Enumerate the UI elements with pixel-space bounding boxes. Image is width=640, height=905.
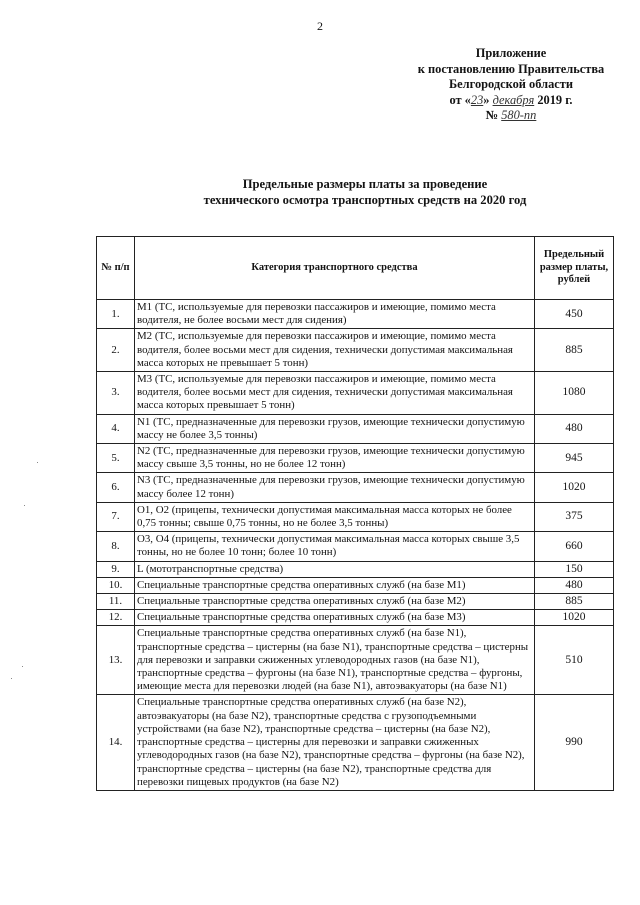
row-price: 1020 [535, 473, 614, 502]
row-number: 2. [97, 329, 135, 372]
row-number: 8. [97, 532, 135, 561]
row-price: 1080 [535, 372, 614, 415]
table-row [97, 577, 614, 593]
row-price: 1020 [535, 610, 614, 626]
table-row [97, 414, 614, 443]
table-row [97, 444, 614, 473]
row-price: 660 [535, 532, 614, 561]
row-price: 150 [535, 561, 614, 577]
row-price: 480 [535, 577, 614, 593]
appendix-line1: Приложение [475, 46, 547, 60]
date-day: 23 [470, 92, 484, 107]
row-number: 9. [97, 561, 135, 577]
row-number: 1. [97, 300, 135, 329]
number-value: 580-пп [501, 108, 537, 123]
row-category: М3 (ТС, используемые для перевозки пассажиров и имеющие, помимо места водителя, более восьми мест для сидения, технически допустимая максимальная масса которых превышает 5 тонн) [135, 372, 535, 415]
header-category: Категория транспортного средства [135, 237, 535, 300]
table-row [97, 594, 614, 610]
row-category: Специальные транспортные средства оперативных служб (на базе N2), автоэвакуаторы (на базе N2), транспортные средства с грузоподъемными устройствами (на базе N2), транспортные средства – цистерны (на базе N2), транспортные средства – цистерны для перевозки и заправки сжиженных углеводородных газов (на базе N2), транспортные средства – фургоны (на базе N2), транспортные средства – цистерны (на базе N2), транспортные средства для перевозки пищевых продуктов (на базе N2) [135, 695, 535, 790]
row-number: 3. [97, 372, 135, 415]
row-category: N2 (ТС, предназначенные для перевозки грузов, имеющие технически допустимую массу свыше 3,5 тонны, но не более 12 тонн) [135, 444, 535, 473]
row-category: Специальные транспортные средства оперативных служб (на базе М1) [135, 577, 535, 593]
table-row [97, 695, 614, 790]
page-number: 2 [317, 19, 323, 33]
header-price: Предельный размер платы, рублей [535, 237, 614, 300]
row-price: 510 [535, 626, 614, 695]
number-prefix: № [485, 108, 499, 123]
row-number: 14. [97, 695, 135, 790]
row-price: 885 [535, 594, 614, 610]
table-row [97, 502, 614, 531]
title-line2: технического осмотра транспортных средств на 2020 год [203, 193, 527, 207]
row-category: N1 (ТС, предназначенные для перевозки грузов, имеющие технически допустимую массу не более 3,5 тонны) [135, 414, 535, 443]
table-row [97, 532, 614, 561]
row-number: 4. [97, 414, 135, 443]
date-prefix: от « [449, 92, 471, 107]
appendix-line2: к постановлению Правительства [417, 61, 605, 76]
scan-speck [37, 462, 38, 463]
title-line1: Предельные размеры платы за проведение [242, 177, 488, 191]
row-price: 885 [535, 329, 614, 372]
table-row [97, 372, 614, 415]
document-title [0, 176, 640, 208]
row-category: Специальные транспортные средства оперативных служб (на базе N1), транспортные средства – цистерны (на базе N1), транспортные средства – цистерны для перевозки и заправки сжиженных углеводородных газов (на базе N1), транспортные средства – фургоны (на базе N1), транспортные средства – фургоны, имеющие места для перевозки людей (на базе N1), автоэвакуаторы (на базе N1) [135, 626, 535, 695]
table-row [97, 300, 614, 329]
appendix-number [386, 108, 636, 124]
row-price: 480 [535, 414, 614, 443]
table-row [97, 329, 614, 372]
row-number: 13. [97, 626, 135, 695]
table-row [97, 626, 614, 695]
date-month: декабря [492, 92, 535, 107]
row-category: М2 (ТС, используемые для перевозки пассажиров и имеющие, помимо места водителя, более восьми мест для сидения, технически допустимая максимальная масса которых не превышает 5 тонн) [135, 329, 535, 372]
row-category: L (мототранспортные средства) [135, 561, 535, 577]
row-category: О3, О4 (прицепы, технически допустимая максимальная масса которых свыше 3,5 тонны, но не более 10 тонн; более 10 тонн) [135, 532, 535, 561]
row-price: 990 [535, 695, 614, 790]
appendix-line3: Белгородской области [448, 77, 573, 92]
scan-speck [24, 505, 25, 506]
row-category: М1 (ТС, используемые для перевозки пассажиров и имеющие, помимо места водителя, не более восьми мест для сидения) [135, 300, 535, 329]
tariff-table [96, 236, 614, 791]
row-category: Специальные транспортные средства оперативных служб (на базе М2) [135, 594, 535, 610]
date-sep: » [483, 92, 490, 107]
date-year: 2019 г. [537, 92, 573, 107]
table-row [97, 473, 614, 502]
row-number: 6. [97, 473, 135, 502]
row-number: 11. [97, 594, 135, 610]
row-price: 945 [535, 444, 614, 473]
row-number: 12. [97, 610, 135, 626]
row-category: О1, О2 (прицепы, технически допустимая максимальная масса которых не более 0,75 тонны; свыше 0,75 тонны, но не более 3,5 тонны) [135, 502, 535, 531]
row-price: 375 [535, 502, 614, 531]
scan-speck [11, 678, 12, 679]
row-number: 7. [97, 502, 135, 531]
row-category: Специальные транспортные средства оперативных служб (на базе М3) [135, 610, 535, 626]
row-category: N3 (ТС, предназначенные для перевозки грузов, имеющие технически допустимую массу более 12 тонн) [135, 473, 535, 502]
row-number: 10. [97, 577, 135, 593]
scan-speck [22, 666, 23, 667]
row-number: 5. [97, 444, 135, 473]
table-header-row [97, 237, 614, 300]
header-num: № п/п [97, 237, 135, 300]
row-price: 450 [535, 300, 614, 329]
appendix-date [386, 93, 636, 109]
table-row [97, 561, 614, 577]
appendix-header [386, 46, 636, 124]
table-row [97, 610, 614, 626]
